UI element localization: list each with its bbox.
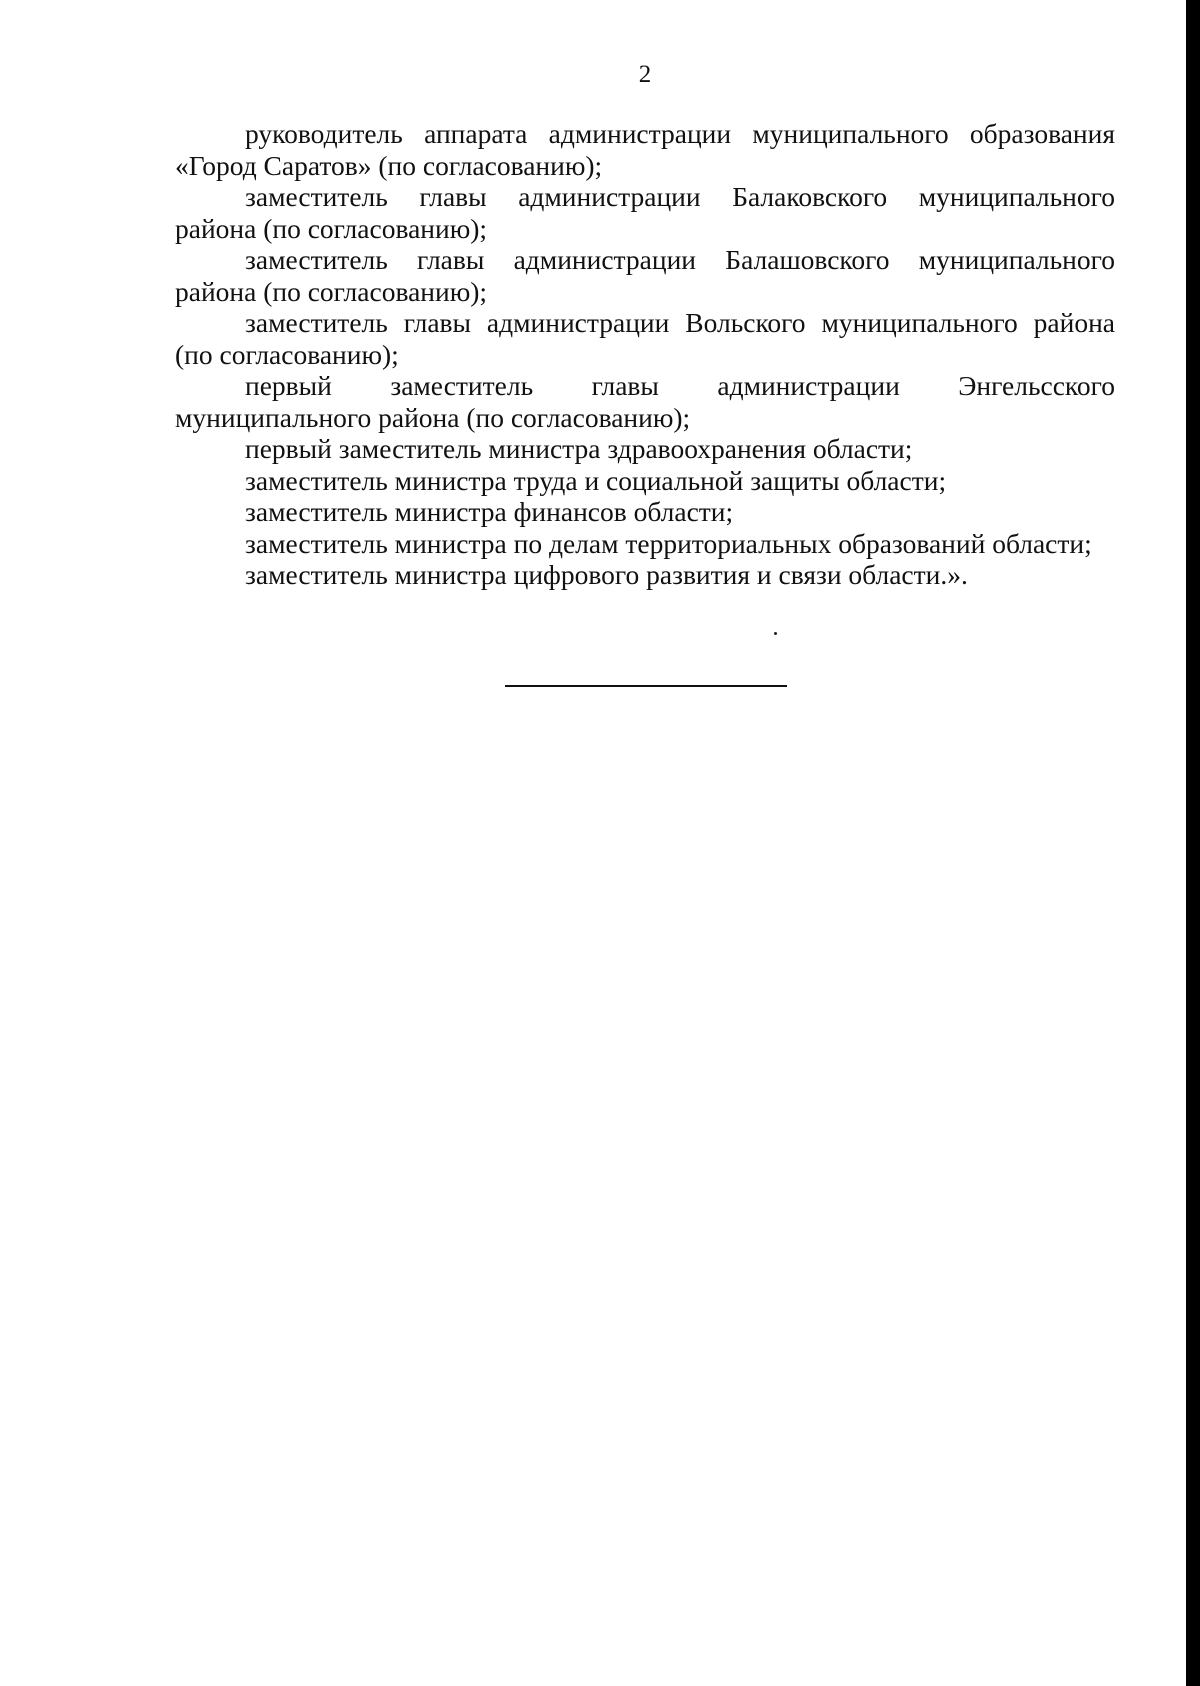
document-body xyxy=(175,118,1115,591)
list-item: заместитель министра труда и социальной защиты области; xyxy=(245,464,947,496)
list-item xyxy=(175,244,1115,307)
list-item: заместитель министра цифрового развития и связи области.». xyxy=(245,559,968,590)
scan-edge-shadow xyxy=(1186,0,1200,1686)
paragraph-first-line: заместитель главы администрации Балаковского муниципального xyxy=(245,181,1115,212)
list-item: заместитель министра по делам территориальных образований области; xyxy=(245,527,1092,559)
list-item xyxy=(175,370,1115,433)
paragraph-first-line: заместитель главы администрации Вольского муниципального района xyxy=(245,307,1115,338)
closing-divider xyxy=(505,685,787,687)
list-item xyxy=(175,307,1115,370)
list-item xyxy=(175,118,1115,181)
paragraph-continuation: «Город Саратов» (по согласованию); xyxy=(175,149,603,181)
paragraph-continuation: района (по согласованию); xyxy=(175,212,488,244)
paragraph-first-line: первый заместитель главы администрации Энгельсского xyxy=(245,370,1115,401)
paragraph-continuation: (по согласованию); xyxy=(175,338,399,370)
paragraph-continuation: района (по согласованию); xyxy=(175,275,488,307)
scan-speck xyxy=(774,632,777,635)
paragraph-continuation: муниципального района (по согласованию); xyxy=(175,401,691,433)
list-item xyxy=(175,181,1115,244)
paragraph-first-line: руководитель аппарата администрации муниципального образования xyxy=(245,118,1115,149)
list-item: заместитель министра финансов области; xyxy=(245,496,734,527)
paragraph-first-line: заместитель главы администрации Балашовского муниципального xyxy=(245,244,1115,275)
page-number: 2 xyxy=(638,61,652,88)
list-item: первый заместитель министра здравоохранения области; xyxy=(245,433,913,464)
